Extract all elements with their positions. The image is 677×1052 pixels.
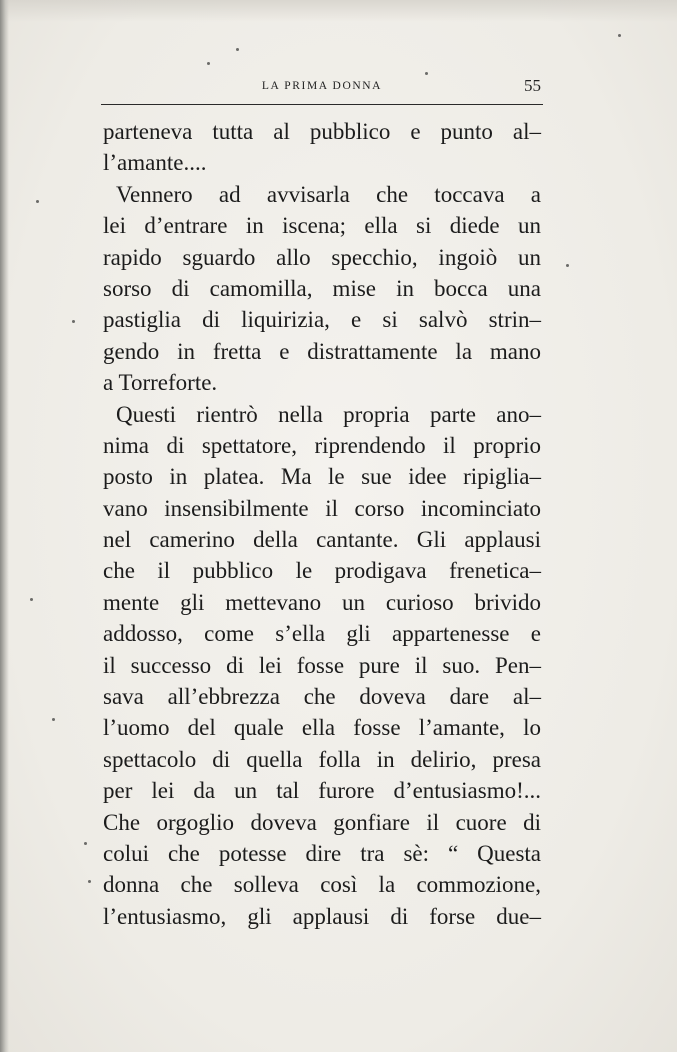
paper-speck	[30, 598, 33, 601]
text-line: Vennero ad avvisarla che toccava a	[116, 181, 541, 207]
paper-speck	[84, 842, 87, 845]
text-line: sava all’ebbrezza che doveva dare al–	[103, 684, 541, 710]
running-title: LA PRIMA DONNA	[261, 80, 383, 92]
text-line: rapido sguardo allo specchio, ingoiò un	[103, 244, 541, 270]
text-line: mente gli mettevano un curioso brivido	[103, 589, 541, 615]
text-line: Che orgoglio doveva gonfiare il cuore di	[103, 809, 541, 835]
paper-speck	[566, 264, 569, 267]
text-line: pastiglia di liquirizia, e si salvò strin–	[103, 307, 541, 333]
text-line: Questi rientrò nella propria parte ano–	[116, 401, 541, 427]
text-line: per lei da un tal furore d’entusiasmo!...	[103, 778, 541, 804]
text-line: donna che solleva così la commozione,	[103, 872, 541, 898]
paper-speck	[52, 718, 55, 721]
text-line: posto in platea. Ma le sue idee ripiglia–	[103, 464, 541, 490]
paper-speck	[236, 48, 239, 51]
header-rule	[101, 104, 543, 105]
text-line: l’amante....	[103, 150, 207, 176]
paper-speck	[88, 880, 91, 883]
text-line: gendo in fretta e distrattamente la mano	[103, 338, 541, 364]
text-line: sorso di camomilla, mise in bocca una	[103, 275, 541, 301]
paper-speck	[207, 62, 210, 65]
text-line: colui che potesse dire tra sè: “ Questa	[103, 840, 541, 866]
text-line: che il pubblico le prodigava frenetica–	[103, 558, 541, 584]
page-top-shadow	[0, 0, 677, 22]
text-line: parteneva tutta al pubblico e punto al–	[103, 119, 541, 144]
text-line: lei d’entrare in iscena; ella si diede un	[103, 213, 541, 239]
page-header	[103, 76, 541, 98]
text-line: vano insensibilmente il corso incominciato	[103, 495, 541, 521]
paper-speck	[72, 320, 75, 323]
text-line: nel camerino della cantante. Gli applausi	[103, 527, 541, 553]
text-line: a Torreforte.	[103, 370, 218, 396]
text-line: spettacolo di quella folla in delirio, presa	[103, 746, 541, 772]
body-text	[103, 116, 541, 932]
text-line: addosso, come s’ella gli appartenesse e	[103, 621, 541, 647]
page-number: 55	[524, 76, 541, 95]
paper-speck	[36, 200, 39, 203]
text-line: l’uomo del quale ella fosse l’amante, lo	[103, 715, 541, 741]
paper-speck	[425, 72, 428, 75]
page-binding-edge	[0, 0, 9, 1052]
text-line: l’entusiasmo, gli applausi di forse due–	[103, 903, 541, 929]
text-line: nima di spettatore, riprendendo il proprio	[103, 432, 541, 458]
text-line: il successo di lei fosse pure il suo. Pen–	[103, 652, 541, 678]
paper-speck	[618, 34, 621, 37]
